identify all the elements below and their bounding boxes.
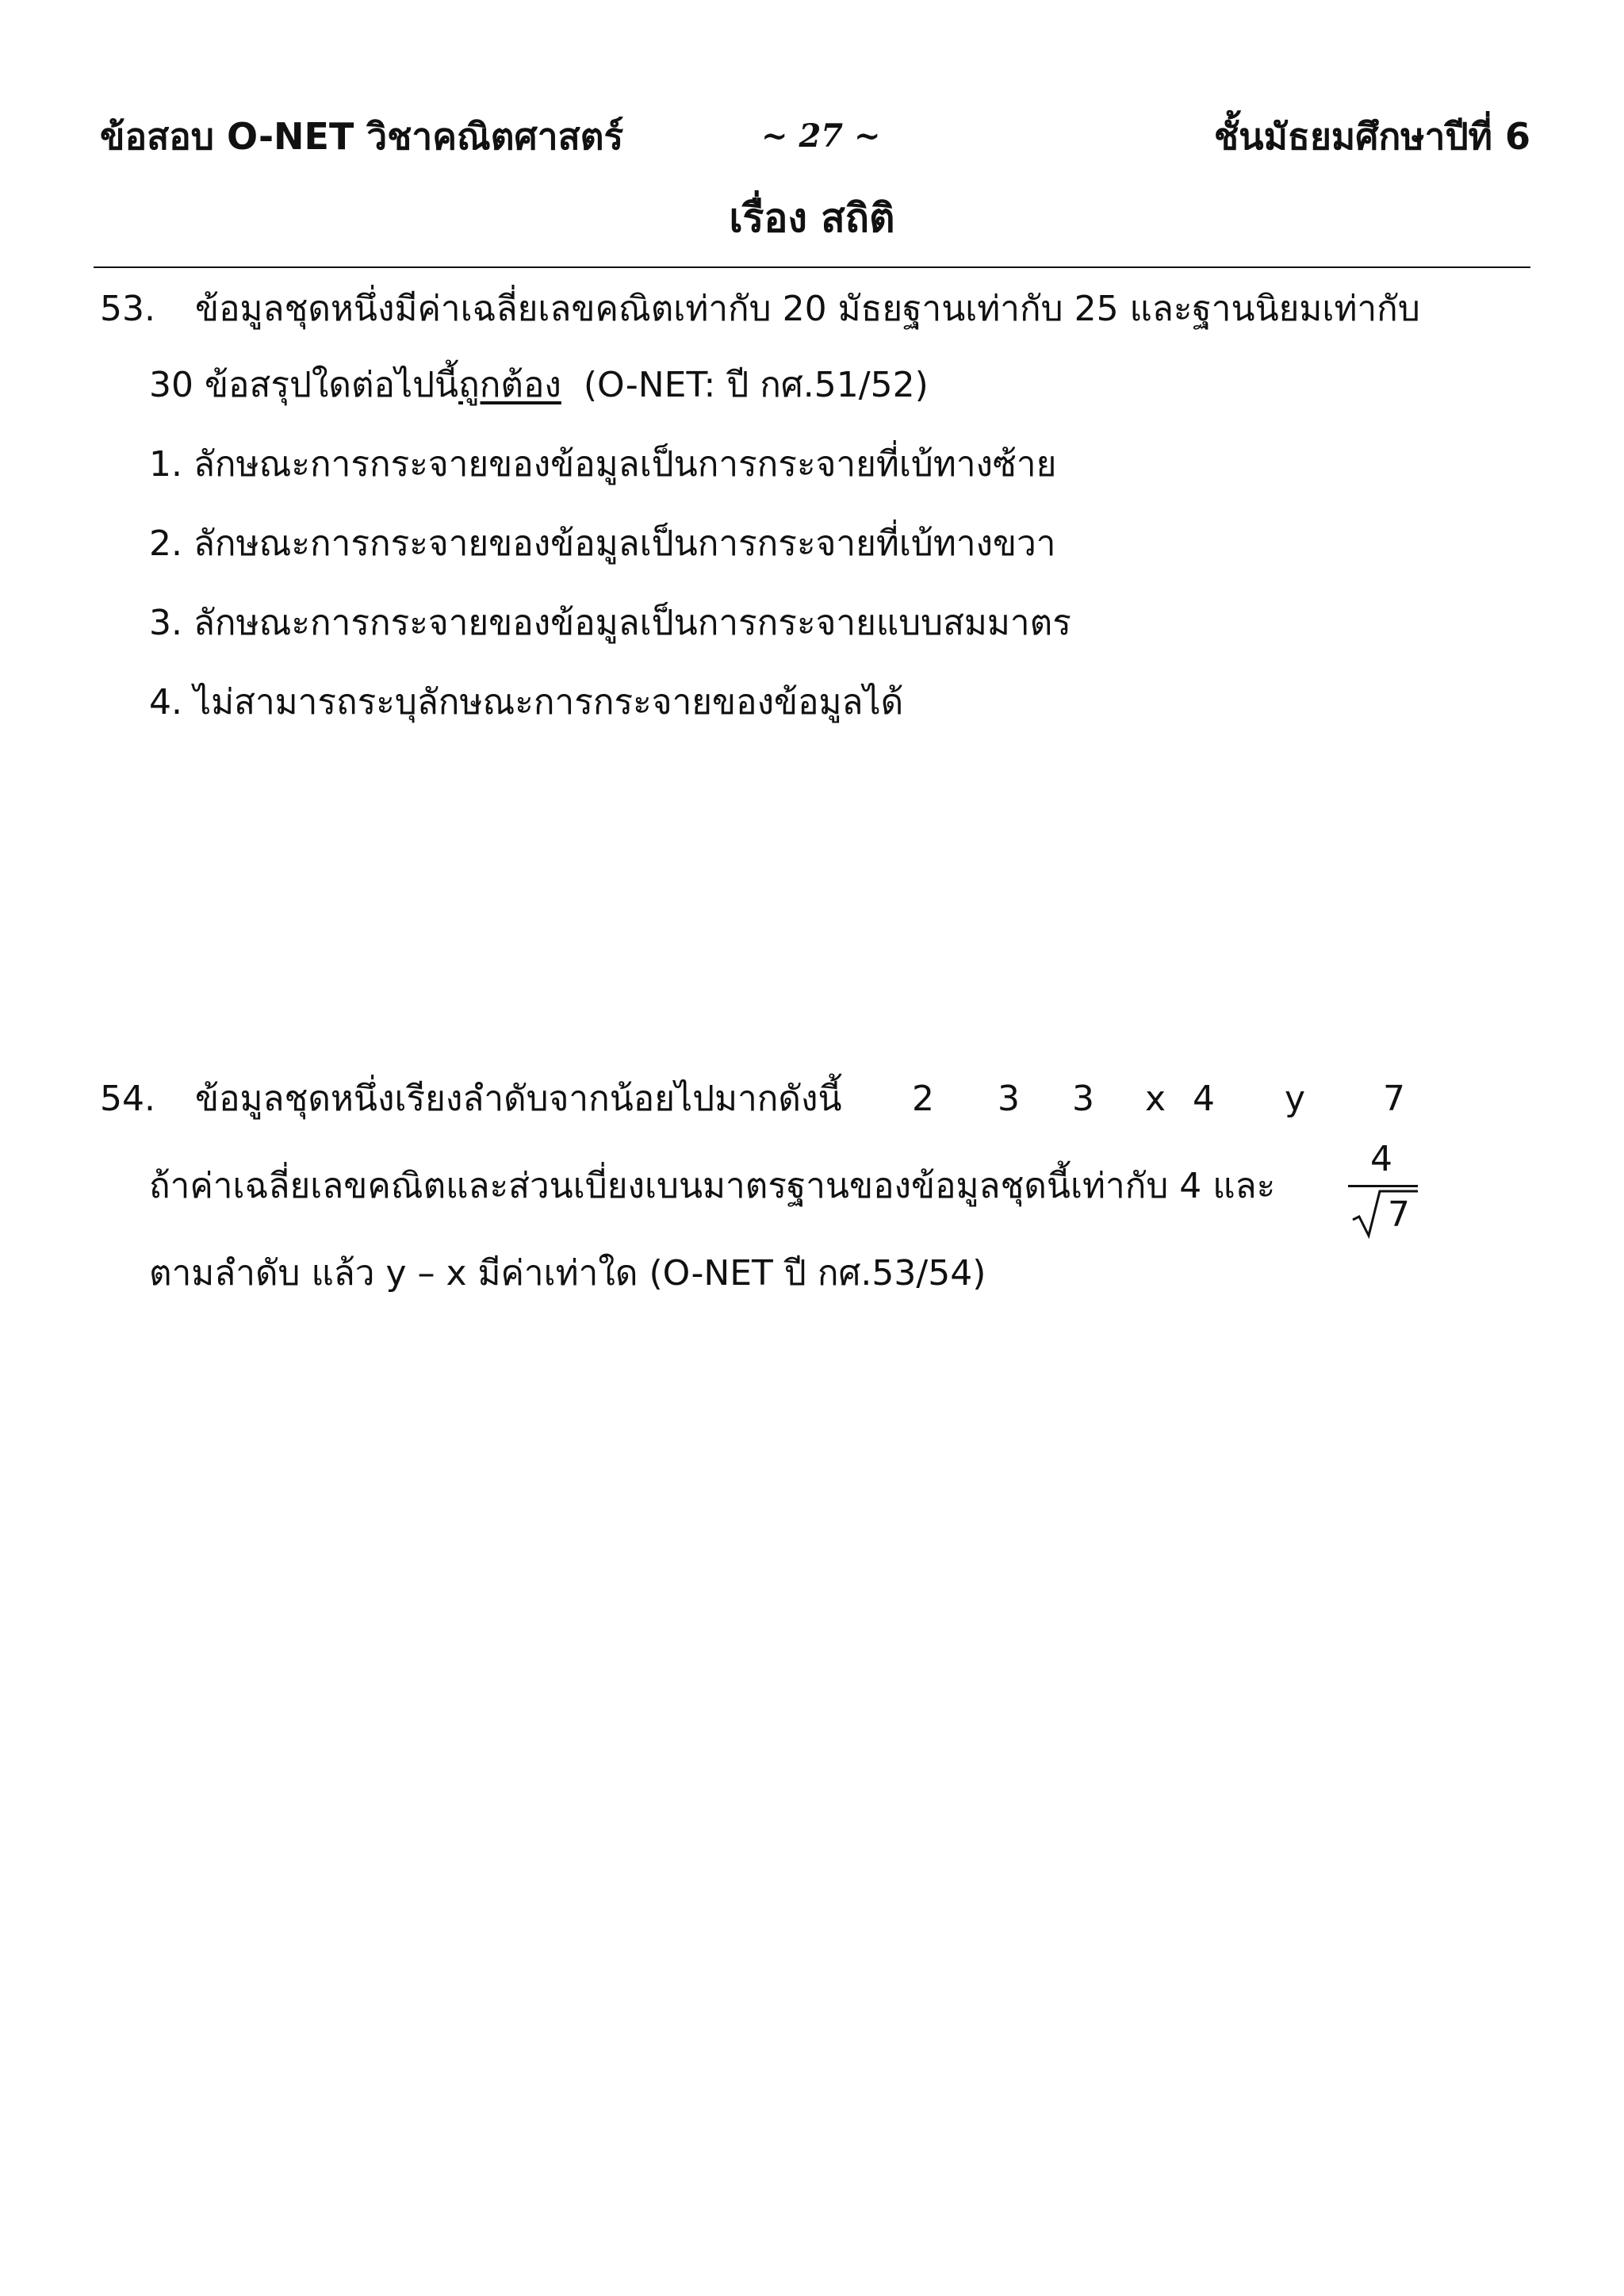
page-number: ~ 27 ~: [761, 117, 881, 155]
fraction-numerator: 4: [1370, 1139, 1392, 1179]
sequence-value: 7: [1383, 1079, 1405, 1119]
question-53-option-4: 4. ไม่สามารถระบุลักษณะการกระจายของข้อมูลได้: [149, 682, 904, 723]
header-grade: ชั้นมัธยมศึกษาปีที่ 6: [1213, 115, 1530, 158]
sequence-value: 2: [912, 1079, 934, 1119]
question-53-underlined-word: ถูกต้อง: [458, 365, 561, 405]
header-divider: [94, 266, 1530, 268]
question-53-line1: ข้อมูลชุดหนึ่งมีค่าเฉลี่ยเลขคณิตเท่ากับ 20 มัธยฐานเท่ากับ 25 และฐานนิยมเท่ากับ: [195, 289, 1420, 329]
question-53-source: (O-NET: ปี กศ.51/52): [583, 365, 929, 405]
question-53-option-3: 3. ลักษณะการกระจายของข้อมูลเป็นการกระจายแบบสมมาตร: [149, 603, 1071, 643]
question-53-option-1: 1. ลักษณะการกระจายของข้อมูลเป็นการกระจายที่เบ้ทางซ้าย: [149, 444, 1057, 485]
question-54-line1: ข้อมูลชุดหนึ่งเรียงลำดับจากน้อยไปมากดังนี้: [195, 1079, 842, 1119]
question-54-line2: ถ้าค่าเฉลี่ยเลขคณิตและส่วนเบี่ยงเบนมาตรฐานของข้อมูลชุดนี้เท่ากับ 4 และ: [149, 1166, 1276, 1206]
question-54-number: 54.: [100, 1079, 155, 1119]
question-53-line2-text: 30 ข้อสรุปใดต่อไปนี้: [149, 365, 459, 405]
data-sequence: [912, 1075, 1405, 1123]
sequence-value: y: [1285, 1079, 1306, 1119]
header-subject: ข้อสอบ O-NET วิชาคณิตศาสตร์: [100, 115, 624, 158]
fraction-4-over-root-7: [1348, 1136, 1419, 1239]
question-54-line3: ตามลำดับ แล้ว y – x มีค่าเท่าใด (O-NET ปี กศ.53/54): [149, 1253, 986, 1294]
fraction-bar: [1348, 1185, 1418, 1187]
sequence-value: 3: [1072, 1079, 1094, 1119]
question-53-number: 53.: [100, 289, 155, 329]
topic-title: เรื่อง สถิติ: [729, 195, 895, 241]
sequence-value: 4: [1193, 1079, 1215, 1119]
sequence-value: x: [1145, 1079, 1166, 1119]
fraction-denominator: 7: [1388, 1194, 1410, 1235]
question-53-option-2: 2. ลักษณะการกระจายของข้อมูลเป็นการกระจายที่เบ้ทางขวา: [149, 523, 1056, 564]
sequence-value: 3: [998, 1079, 1020, 1119]
question-53-line2: [149, 362, 929, 409]
